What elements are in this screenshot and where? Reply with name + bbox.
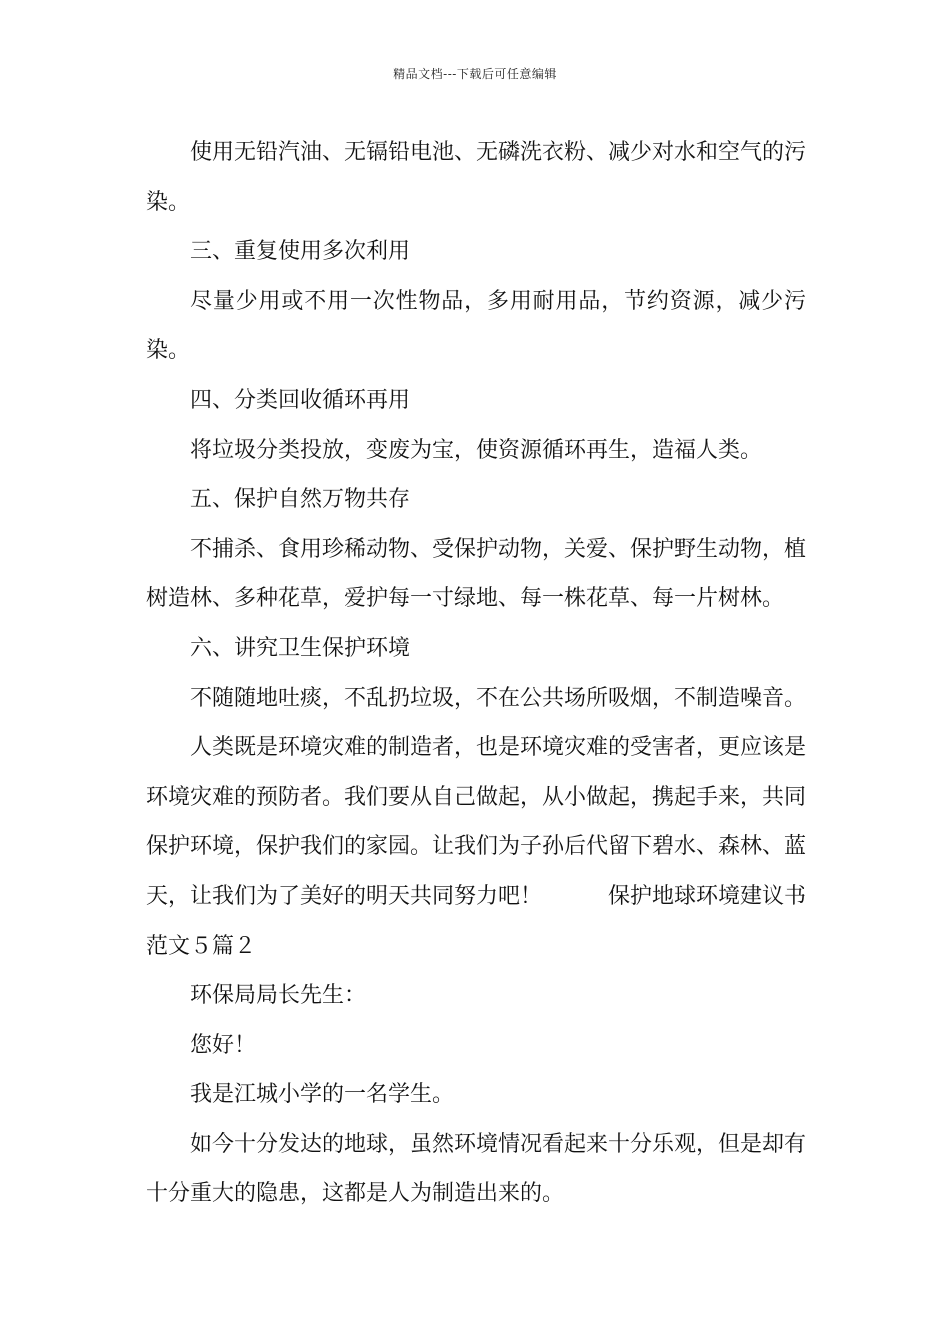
- letter-salutation: 环保局局长先生：: [190, 983, 367, 1009]
- section-heading: 三、重复使用多次利用: [190, 239, 411, 265]
- paragraph: 我是江城小学的一名学生。: [190, 1082, 455, 1108]
- paragraph: 将垃圾分类投放，变废为宝，使资源循环再生，造福人类。: [190, 437, 763, 463]
- paragraph: 使用无铅汽油、无镉铅电池、无磷洗衣粉、减少对水和空气的污染。: [146, 140, 807, 215]
- section-heading: 五、保护自然万物共存: [190, 487, 411, 513]
- letter-greeting: 您好！: [190, 1032, 257, 1058]
- document-body: [146, 128, 806, 1219]
- section-heading: 四、分类回收循环再用: [190, 387, 411, 413]
- paragraph: 不捕杀、食用珍稀动物、受保护动物，关爱、保护野生动物，植树造林、多种花草，爱护每一寸绿地、每一株花草、每一片树林。: [146, 536, 807, 612]
- section-heading: 六、讲究卫生保护环境: [190, 635, 411, 661]
- paragraph: 不随随地吐痰，不乱扔垃圾，不在公共场所吸烟，不制造噪音。: [190, 685, 807, 711]
- paragraph: 如今十分发达的地球，虽然环境情况看起来十分乐观，但是却有十分重大的隐患，这都是人为制造出来的。: [146, 1131, 807, 1207]
- paragraph: 人类既是环境灾难的制造者，也是环境灾难的受害者，更应该是环境灾难的预防者。我们要从自己做起，从小做起，携起手来，共同保护环境，保护我们的家园。让我们为子孙后代留下碧水、森林、蓝天，让我们为了美好的明天共同努力吧！ 保护地球环境建议书范文５篇２: [146, 735, 807, 959]
- paragraph: 尽量少用或不用一次性物品，多用耐用品，节约资源，减少污染。: [146, 288, 806, 364]
- page-header: 精品文档---下载后可任意编辑: [393, 67, 557, 81]
